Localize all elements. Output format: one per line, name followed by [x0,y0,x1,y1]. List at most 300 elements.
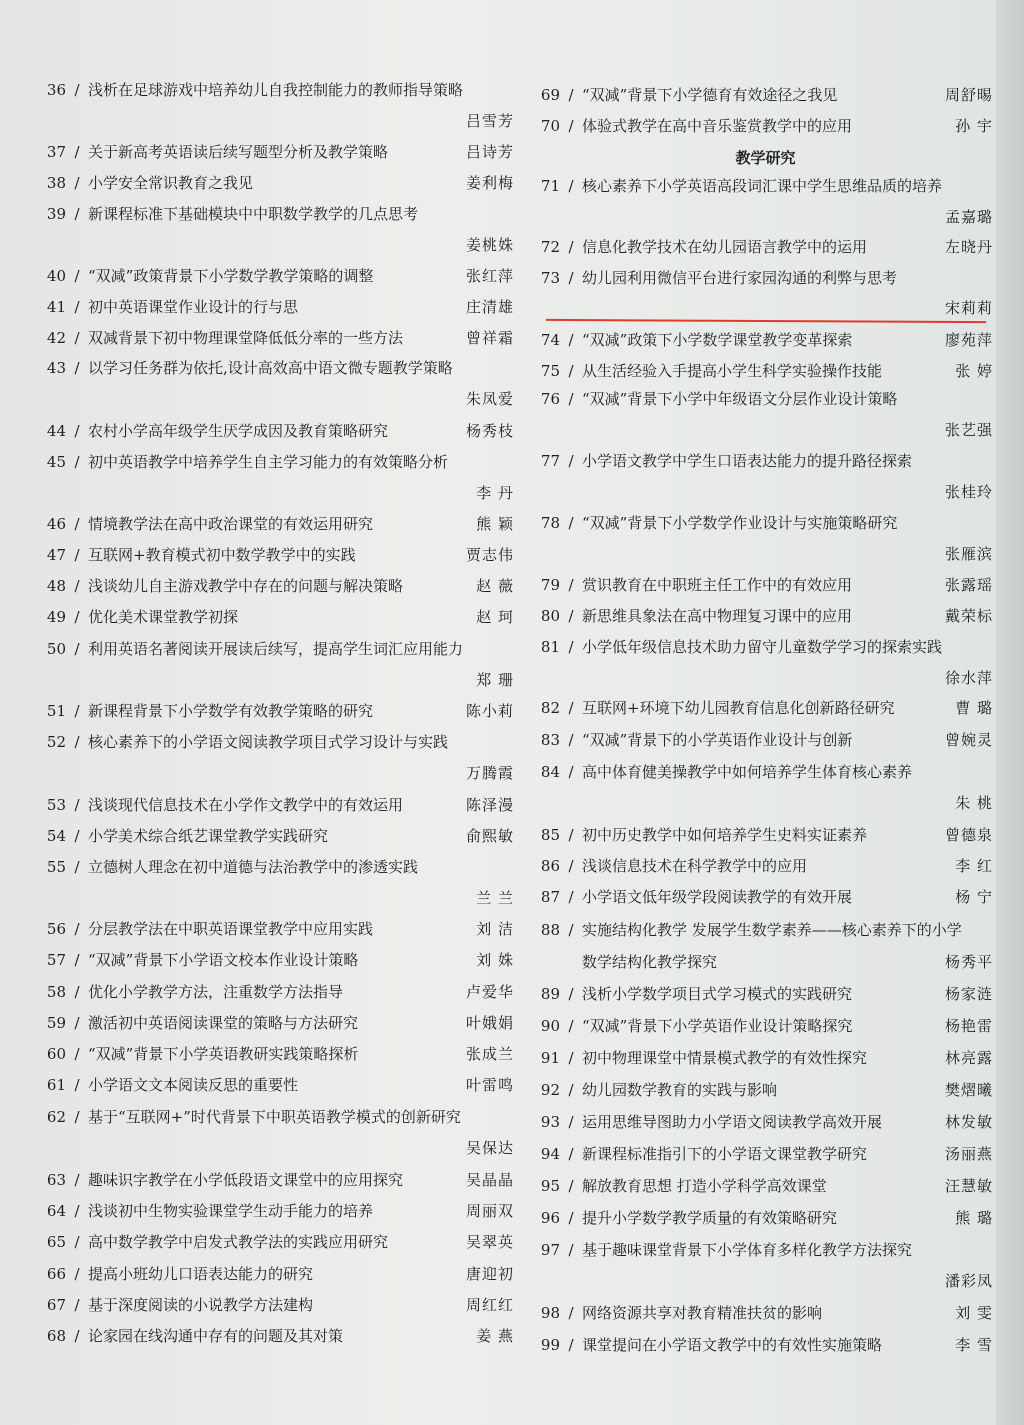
toc-entry-line [44,732,514,752]
entry-number: 46 [46,515,66,533]
entry-separator: / [568,1017,574,1035]
entry-separator: / [74,983,80,1001]
entry-title: 趣味识字教学在小学低段语文课堂中的应用探究 [88,1171,404,1189]
entry-separator: / [568,857,574,875]
toc-entry-line [538,268,993,288]
toc-entry[interactable] [44,421,514,441]
toc-entry-line [44,1013,514,1033]
toc-entry-line [538,1144,993,1164]
entry-number: 39 [46,205,66,223]
entry-title-continued: 数学结构化教学探究 [582,953,718,971]
entry-separator: / [568,921,574,939]
entry-title: 农村小学高年级学生厌学成因及教育策略研究 [88,422,389,440]
toc-entry-line [44,919,514,939]
entry-number: 93 [540,1113,560,1131]
entry-author: 曹 璐 [955,699,993,717]
toc-entry[interactable] [538,1048,993,1068]
entry-separator: / [74,733,80,751]
entry-title: 初中英语课堂作业设计的行与思 [88,298,299,316]
entry-number: 94 [540,1145,560,1163]
toc-entry-line [44,1326,514,1346]
toc-entry-line [44,1075,514,1095]
toc-entry-line [44,1170,514,1190]
toc-entry-line [44,173,514,193]
toc-entry-line [538,451,993,471]
toc-entry-line [538,984,993,1004]
toc-entry[interactable] [538,1016,993,1036]
toc-entry-line [44,1295,514,1315]
toc-entry-line [44,266,514,286]
entry-author: 庄清雄 [465,298,514,316]
entry-author: 朱 桃 [955,794,993,812]
entry-author: 汤丽燕 [944,1145,993,1163]
toc-entry[interactable] [44,328,514,348]
entry-number: 89 [540,985,560,1003]
toc-entry[interactable] [44,1013,514,1033]
toc-entry[interactable] [538,984,993,1004]
entry-number: 59 [46,1014,66,1032]
toc-entry-line [44,142,514,162]
entry-author: 陈小莉 [465,702,514,720]
toc-entry-line [538,1048,993,1068]
entry-number: 67 [46,1296,66,1314]
toc-entry[interactable] [538,116,993,136]
entry-number: 47 [46,546,66,564]
entry-author: 徐水萍 [944,669,993,687]
toc-entry[interactable] [538,575,993,595]
entry-title: 运用思维导图助力小学语文阅读教学高效开展 [582,1113,883,1131]
toc-entry-line [44,297,514,317]
entry-title: 浅谈现代信息技术在小学作文教学中的有效运用 [88,796,404,814]
toc-entry[interactable] [44,950,514,970]
entry-title: 提高小班幼儿口语表达能力的研究 [88,1265,314,1283]
entry-author: 俞熙敏 [465,827,514,845]
entry-number: 60 [46,1045,66,1063]
toc-entry[interactable] [538,1176,993,1196]
entry-separator: / [74,1233,80,1251]
toc-entry[interactable] [538,920,993,972]
entry-number: 63 [46,1171,66,1189]
entry-author: 林发敏 [944,1113,993,1131]
toc-entry-line [44,204,514,224]
entry-author: 戴荣标 [944,607,993,625]
toc-entry[interactable] [44,576,514,596]
entry-number: 62 [46,1108,66,1126]
entry-separator: / [568,576,574,594]
toc-entry-line [538,730,993,750]
entry-separator: / [568,362,574,380]
toc-entry-line [538,1112,993,1132]
toc-entry-line [44,1044,514,1064]
entry-separator: / [74,143,80,161]
toc-entry-line [538,1335,993,1355]
entry-title: 赏识教育在中职班主任工作中的有效应用 [582,576,853,594]
toc-entry[interactable] [538,451,993,501]
entry-separator: / [74,453,80,471]
toc-entry[interactable] [538,237,993,257]
entry-title: 提升小学数学教学质量的有效策略研究 [582,1209,838,1227]
toc-entry[interactable] [44,1107,514,1157]
entry-author: 贾志伟 [465,546,514,564]
toc-entry[interactable] [44,80,514,130]
entry-separator: / [568,117,574,135]
entry-author: 张艺强 [944,421,993,439]
toc-entry-line [538,856,993,876]
toc-entry[interactable] [44,1232,514,1252]
toc-entry[interactable] [538,730,993,750]
entry-number: 57 [46,951,66,969]
entry-author: 潘彩凤 [944,1272,993,1290]
entry-separator: / [568,390,574,408]
entry-number: 44 [46,422,66,440]
entry-title: 浅谈幼儿自主游戏教学中存在的问题与解决策略 [88,577,404,595]
toc-entry-line [538,637,993,657]
toc-entry-line [44,982,514,1002]
entry-number: 78 [540,514,560,532]
entry-title: 新课程标准下基础模块中中职数学教学的几点思考 [88,205,419,223]
entry-number: 55 [46,858,66,876]
entry-author: 吴保达 [465,1139,514,1157]
entry-author: 曾祥霜 [465,329,514,347]
entry-title: 浅谈初中生物实验课堂学生动手能力的培养 [88,1202,374,1220]
toc-entry-line [538,389,993,409]
toc-entry[interactable] [44,173,514,193]
entry-number: 65 [46,1233,66,1251]
toc-entry[interactable] [44,826,514,846]
entry-author: 兰 兰 [476,889,514,907]
toc-entry[interactable] [44,514,514,534]
entry-separator: / [568,1336,574,1354]
toc-entry[interactable] [538,606,993,626]
entry-separator: / [74,1171,80,1189]
entry-author: 李 丹 [476,484,514,502]
toc-entry[interactable] [44,266,514,286]
toc-entry-line [44,639,514,659]
entry-separator: / [74,640,80,658]
toc-entry[interactable] [538,762,993,812]
entry-author: 周红红 [465,1296,514,1314]
entry-number: 51 [46,702,66,720]
entry-title: 高中体育健美操教学中如何培养学生体育核心素养 [582,763,913,781]
entry-author: 杨家涟 [944,985,993,1003]
entry-author: 郑 珊 [476,671,514,689]
entry-separator: / [568,1049,574,1067]
entry-separator: / [74,1265,80,1283]
toc-entry-line [44,795,514,815]
toc-entry-line [44,950,514,970]
entry-author: 吕诗芳 [465,143,514,161]
entry-separator: / [74,1296,80,1314]
toc-entry[interactable] [44,1295,514,1315]
entry-author: 周丽双 [465,1202,514,1220]
entry-number: 85 [540,826,560,844]
toc-entry[interactable] [44,452,514,502]
toc-entry-line [538,606,993,626]
entry-number: 84 [540,763,560,781]
toc-entry[interactable] [538,1240,993,1290]
entry-title: 情境教学法在高中政治课堂的有效运用研究 [88,515,374,533]
entry-separator: / [74,298,80,316]
entry-number: 80 [540,607,560,625]
entry-title: 幼儿园利用微信平台进行家园沟通的利弊与思考 [582,269,898,287]
entry-separator: / [74,1045,80,1063]
toc-entry[interactable] [538,1208,993,1228]
entry-title: 新思维具象法在高中物理复习课中的应用 [582,607,853,625]
entry-title: “双减”背景下的小学英语作业设计与创新 [582,731,853,749]
entry-number: 77 [540,452,560,470]
entry-author: 陈泽漫 [465,796,514,814]
entry-author: 刘 雯 [955,1304,993,1322]
toc-entry-line [538,952,993,972]
toc-entry[interactable] [538,825,993,845]
toc-entry[interactable] [538,176,993,226]
entry-author: 张桂玲 [944,483,993,501]
toc-entry[interactable] [538,85,993,105]
entry-number: 61 [46,1076,66,1094]
entry-separator: / [568,826,574,844]
entry-number: 79 [540,576,560,594]
entry-author: 赵 薇 [476,577,514,595]
entry-separator: / [568,269,574,287]
toc-entry[interactable] [44,982,514,1002]
entry-separator: / [74,1076,80,1094]
entry-author: 孟嘉璐 [944,208,993,226]
entry-author: 曾德泉 [944,826,993,844]
entry-author: 孙 宇 [955,117,993,135]
toc-entry-line [538,825,993,845]
toc-entry[interactable] [44,142,514,162]
entry-number: 37 [46,143,66,161]
entry-author: 李 雪 [955,1336,993,1354]
entry-author: 刘 姝 [476,951,514,969]
entry-number: 98 [540,1304,560,1322]
toc-entry-line [538,116,993,136]
entry-author: 姜 燕 [476,1327,514,1345]
entry-title: 小学美术综合纸艺课堂教学实践研究 [88,827,329,845]
entry-title: 小学低年级信息技术助力留守儿童数学学习的探索实践 [582,638,943,656]
toc-entry-line [538,237,993,257]
toc-entry-line [44,1264,514,1284]
toc-entry-line [44,514,514,534]
entry-separator: / [568,1177,574,1195]
entry-author: 卢爱华 [465,983,514,1001]
toc-entry[interactable] [538,637,993,687]
toc-entry[interactable] [44,1075,514,1095]
entry-number: 88 [540,921,560,939]
toc-entry[interactable] [44,1044,514,1064]
entry-number: 56 [46,920,66,938]
toc-entry[interactable] [44,358,514,408]
entry-title: “双减”背景下小学语文校本作业设计策略 [88,951,359,969]
toc-entry[interactable] [538,513,993,563]
entry-title: 论家园在线沟通中存有的问题及其对策 [88,1327,344,1345]
toc-entry[interactable] [44,701,514,721]
entry-separator: / [74,827,80,845]
entry-title: “双减”背景下小学英语教研实践策略探析 [88,1045,359,1063]
entry-title: 新课程标准指引下的小学语文课堂教学研究 [582,1145,868,1163]
entry-separator: / [74,951,80,969]
toc-entry[interactable] [44,545,514,565]
toc-entry[interactable] [538,268,993,317]
entry-separator: / [568,888,574,906]
toc-entry[interactable] [538,330,993,350]
toc-entry-line [538,1240,993,1260]
entry-title: 课堂提问在小学语文教学中的有效性实施策略 [582,1336,883,1354]
entry-separator: / [568,331,574,349]
entry-separator: / [568,86,574,104]
entry-title: 小学语文低年级学段阅读教学的有效开展 [582,888,853,906]
entry-title: 关于新高考英语读后续写题型分析及教学策略 [88,143,389,161]
entry-number: 69 [540,86,560,104]
entry-number: 70 [540,117,560,135]
entry-title: 信息化教学技术在幼儿园语言教学中的运用 [582,238,868,256]
entry-author: 叶雷鸣 [465,1076,514,1094]
entry-author: 曾婉灵 [944,731,993,749]
toc-entry-line [44,701,514,721]
entry-author: 杨秀枝 [465,422,514,440]
entry-title: 从生活经验入手提高小学生科学实验操作技能 [582,362,883,380]
toc-entry-line [44,452,514,472]
toc-entry-line [538,1016,993,1036]
toc-entry[interactable] [44,639,514,689]
toc-entry[interactable] [538,698,993,718]
toc-entry-line [44,1107,514,1127]
entry-author: 吴翠英 [465,1233,514,1251]
toc-entry[interactable] [538,1335,993,1355]
toc-entry[interactable] [44,1170,514,1190]
toc-entry[interactable] [44,1201,514,1221]
entry-number: 53 [46,796,66,814]
entry-title: 基于趣味课堂背景下小学体育多样化教学方法探究 [582,1241,913,1259]
entry-author: 吕雪芳 [465,112,514,130]
entry-number: 45 [46,453,66,471]
entry-title: 新课程背景下小学数学有效教学策略的研究 [88,702,374,720]
entry-author: 左晓丹 [944,238,993,256]
entry-author: 张红萍 [465,267,514,285]
entry-number: 96 [540,1209,560,1227]
entry-title: 利用英语名著阅读开展读后续写，提高学生词汇应用能力 [88,640,464,658]
entry-title: 优化小学教学方法，注重数学方法指导 [88,983,344,1001]
entry-number: 73 [540,269,560,287]
entry-author: 熊 璐 [955,1209,993,1227]
entry-separator: / [568,177,574,195]
entry-number: 41 [46,298,66,316]
entry-separator: / [568,1209,574,1227]
entry-number: 68 [46,1327,66,1345]
entry-number: 75 [540,362,560,380]
toc-entry[interactable] [538,1303,993,1323]
toc-entry-line [538,176,993,196]
toc-entry-line [538,361,993,381]
entry-title: 小学语文文本阅读反思的重要性 [88,1076,299,1094]
toc-entry[interactable] [538,1144,993,1164]
entry-number: 40 [46,267,66,285]
entry-author: 姜利梅 [465,174,514,192]
toc-entry[interactable] [44,857,514,907]
toc-entry-line [538,513,993,533]
entry-author: 汪慧敏 [944,1177,993,1195]
toc-entry[interactable] [44,919,514,939]
entry-title: 双减背景下初中物理课堂降低低分率的一些方法 [88,329,404,347]
entry-number: 83 [540,731,560,749]
entry-number: 66 [46,1265,66,1283]
entry-number: 86 [540,857,560,875]
entry-title: 小学语文教学中学生口语表达能力的提升路径探索 [582,452,913,470]
entry-separator: / [568,607,574,625]
toc-entry[interactable] [44,1264,514,1284]
entry-separator: / [568,1113,574,1131]
toc-entry-line [44,545,514,565]
toc-entry[interactable] [538,856,993,876]
toc-entry-line [538,1080,993,1100]
entry-number: 52 [46,733,66,751]
entry-number: 43 [46,359,66,377]
entry-separator: / [568,1145,574,1163]
entry-separator: / [568,1081,574,1099]
entry-number: 97 [540,1241,560,1259]
entry-author: 赵 珂 [476,608,514,626]
toc-entry-line [538,575,993,595]
entry-title: 分层教学法在中职英语课堂教学中应用实践 [88,920,374,938]
entry-title: “双减”背景下小学中年级语文分层作业设计策略 [582,390,898,408]
entry-number: 90 [540,1017,560,1035]
entry-author: 杨艳雷 [944,1017,993,1035]
toc-entry[interactable] [538,1112,993,1132]
entry-number: 49 [46,608,66,626]
entry-separator: / [74,359,80,377]
entry-title: “双减”政策背景下小学数学教学策略的调整 [88,267,374,285]
toc-entry-line [44,358,514,378]
toc-entry[interactable] [44,732,514,782]
toc-entry-line [44,607,514,627]
entry-author: 吴晶晶 [465,1171,514,1189]
toc-entry-line [538,698,993,718]
toc-entry[interactable] [44,795,514,815]
entry-number: 74 [540,331,560,349]
entry-separator: / [568,731,574,749]
toc-entry[interactable] [538,361,993,381]
entry-title: 幼儿园数学教育的实践与影响 [582,1081,778,1099]
entry-title: 高中数学教学中启发式教学法的实践应用研究 [88,1233,389,1251]
entry-separator: / [74,205,80,223]
entry-author: 刘 洁 [476,920,514,938]
entry-number: 48 [46,577,66,595]
entry-number: 99 [540,1336,560,1354]
entry-title: 激活初中英语阅读课堂的策略与方法研究 [88,1014,359,1032]
toc-entry-line [538,1176,993,1196]
entry-author: 张 婷 [955,362,993,380]
entry-title: 基于“互联网+”时代背景下中职英语教学模式的创新研究 [88,1108,461,1126]
entry-title: 互联网+环境下幼儿园教育信息化创新路径研究 [582,699,895,717]
entry-separator: / [74,858,80,876]
toc-entry[interactable] [44,204,514,254]
entry-separator: / [74,546,80,564]
entry-number: 38 [46,174,66,192]
toc-entry[interactable] [44,1326,514,1346]
entry-number: 87 [540,888,560,906]
toc-entry[interactable] [538,389,993,439]
entry-author: 张成兰 [465,1045,514,1063]
toc-entry[interactable] [44,297,514,317]
entry-title: 体验式教学在高中音乐鉴赏教学中的应用 [582,117,853,135]
toc-entry[interactable] [44,607,514,627]
toc-entry[interactable] [538,887,993,907]
toc-entry-line [44,1201,514,1221]
toc-entry[interactable] [538,1080,993,1100]
entry-number: 72 [540,238,560,256]
entry-title: 初中历史教学中如何培养学生史料实证素养 [582,826,868,844]
entry-separator: / [568,1241,574,1259]
